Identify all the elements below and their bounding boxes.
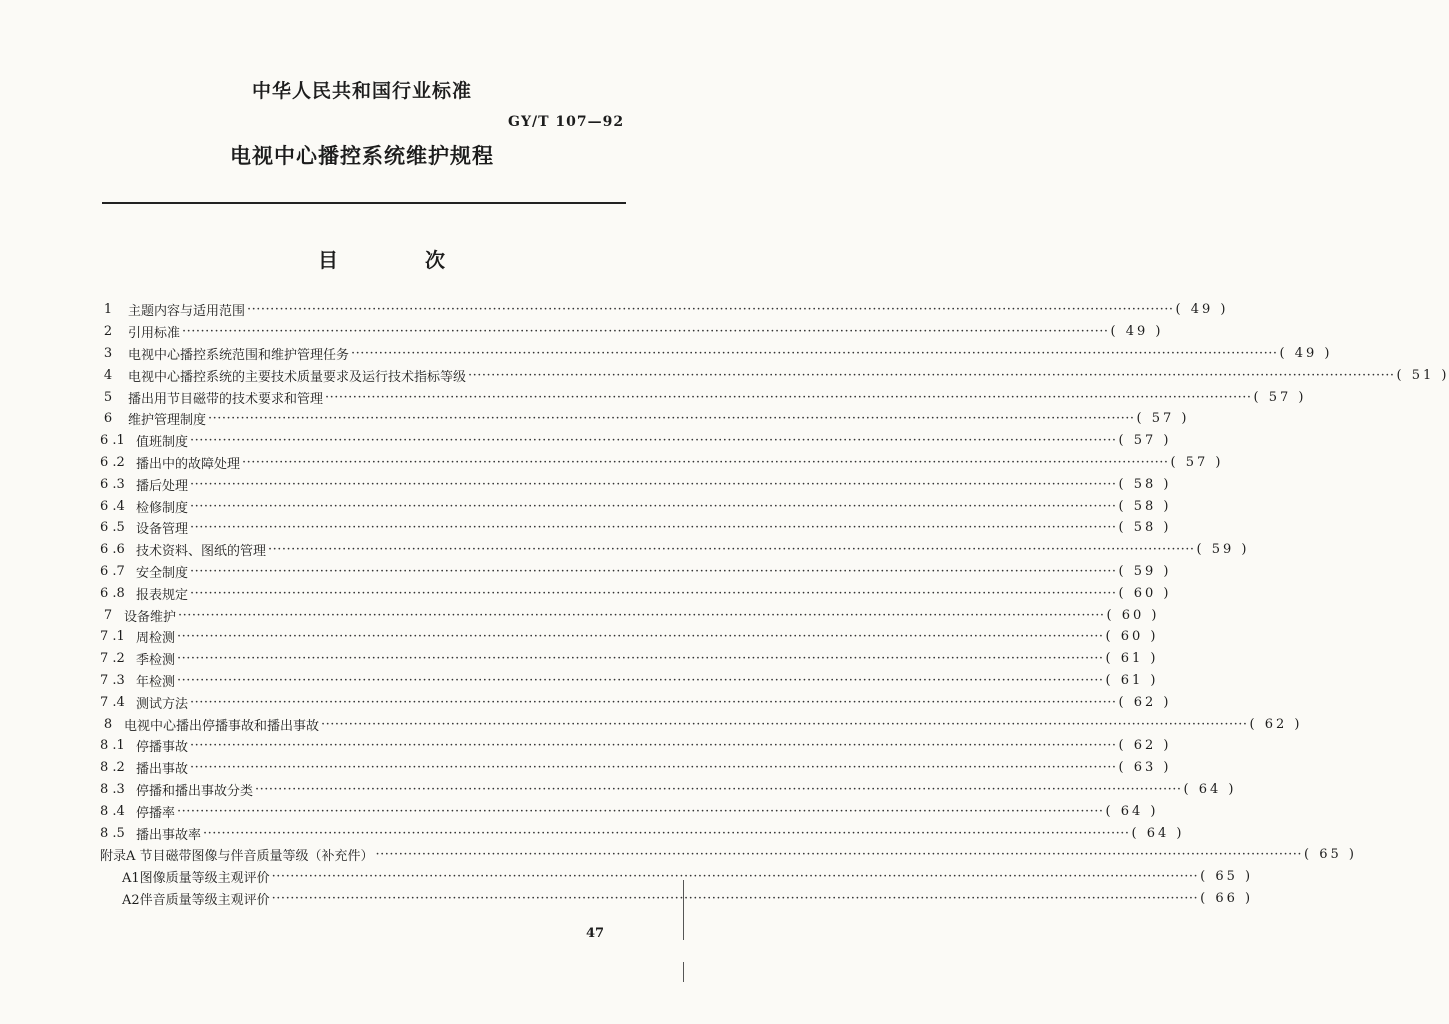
toc-entry-title: 报表规定 [136,587,189,603]
toc-entry [100,822,1185,844]
toc-entry [100,452,1224,474]
toc-entry-title: 电视中心播控系统范围和维护管理任务 [128,347,350,363]
toc-entry-page: ( 60 ) [1106,607,1160,623]
toc-leader-dots: ········································································································································································································ [190,476,1117,492]
toc-leader-dots: ········································································································································································································ [182,324,1109,340]
toc-leader-dots: ········································································································································································································ [190,585,1117,601]
toc-leader-dots: ········································································································································································································ [177,803,1104,819]
toc-entry-title: 值班制度 [136,435,189,451]
toc-entry-page: ( 59 ) [1196,542,1250,558]
toc-entry [100,844,1357,866]
toc-entry-number: 8 .4 [100,803,125,819]
toc-entry-page: ( 64 ) [1183,781,1237,797]
standard-code: GY/T 107—92 [508,114,625,130]
toc-entry-page: ( 51 ) [1396,367,1449,383]
toc-entry-number: 6 .2 [100,454,125,470]
toc-leader-dots: ········································································································································································································ [247,302,1174,318]
toc-entry-page: ( 62 ) [1118,738,1172,754]
toc-entry [100,539,1250,561]
toc-entry-number: 6 .6 [100,542,125,558]
toc-entry-number: 6 [103,411,113,427]
toc-entry [100,517,1172,539]
toc-leader-dots: ········································································································································································································ [177,651,1104,667]
scan-edge-mark [683,962,684,982]
toc-entry-title: 季检测 [136,653,176,669]
toc-entry-number: 2 [103,324,113,340]
toc-entry-page: ( 58 ) [1118,520,1172,536]
toc-entry-title: 安全制度 [136,565,189,581]
toc-entry-page: ( 64 ) [1105,803,1159,819]
toc-entry-page: ( 59 ) [1118,563,1172,579]
toc-entry-title: 引用标准 [128,326,181,342]
toc-heading: 目 次 [318,248,485,272]
toc-leader-dots: ········································································································································································································ [177,672,1104,688]
toc-entry [100,866,1254,888]
toc-leader-dots: ········································································································································································································ [468,367,1395,383]
toc-entry [100,626,1159,648]
toc-entry-title: 主题内容与适用范围 [128,304,246,320]
toc-entry-page: ( 61 ) [1105,651,1159,667]
toc-entry-title: 检修制度 [136,500,189,516]
toc-entry-title: A1图像质量等级主观评价 [122,871,270,887]
toc-entry-title: 年检测 [136,674,176,690]
scan-edge-mark [683,880,684,940]
toc-leader-dots: ········································································································································································································ [190,433,1117,449]
toc-entry-title: 维护管理制度 [128,413,207,429]
toc-entry [100,299,1229,321]
toc-leader-dots: ········································································································································································································ [375,847,1302,863]
table-of-contents [100,299,1449,909]
toc-entry-number: 7 .1 [100,629,125,645]
toc-entry-page: ( 57 ) [1118,433,1172,449]
toc-entry [100,582,1172,604]
toc-entry-page: ( 64 ) [1131,825,1185,841]
toc-entry [100,430,1172,452]
toc-entry-title: 设备维护 [124,609,177,625]
toc-leader-dots: ········································································································································································································ [178,607,1105,623]
toc-entry [100,779,1237,801]
issuing-organization: 中华人民共和国行业标准 [251,80,472,102]
toc-leader-dots: ········································································································································································································ [271,890,1199,906]
toc-leader-dots: ········································································································································································································ [190,563,1117,579]
toc-entry-number: 6 .3 [100,476,125,492]
toc-leader-dots: ········································································································································································································ [325,389,1252,405]
toc-entry-number: 6 .8 [100,585,125,601]
toc-entry-title: 测试方法 [136,696,189,712]
toc-entry-number: 7 .2 [100,651,125,667]
toc-entry-page: ( 63 ) [1118,760,1172,776]
toc-entry-page: ( 65 ) [1200,869,1254,885]
toc-entry-title: 播出事故率 [136,827,202,843]
toc-leader-dots: ········································································································································································································ [190,760,1117,776]
toc-entry-page: ( 57 ) [1170,454,1224,470]
toc-entry [100,321,1164,343]
toc-entry-number: 8 .2 [100,760,125,776]
toc-entry [100,343,1333,365]
toc-entry-title: 播出中的故障处理 [136,456,241,472]
toc-entry [100,561,1172,583]
toc-entry [100,888,1254,910]
toc-entry-page: ( 49 ) [1110,324,1164,340]
toc-entry [100,604,1160,626]
toc-entry [100,364,1449,386]
toc-entry-number: 8 .3 [100,781,125,797]
toc-entry-number: 6 .5 [100,520,125,536]
toc-entry-number: 8 [103,716,113,732]
toc-leader-dots: ········································································································································································································ [203,825,1130,841]
toc-entry-page: ( 49 ) [1279,345,1333,361]
toc-entry [100,408,1190,430]
toc-entry-title: 播出用节目磁带的技术要求和管理 [128,391,324,407]
toc-leader-dots: ········································································································································································································ [208,411,1135,427]
toc-entry-title: 设备管理 [136,522,189,538]
toc-entry-number: 6 .7 [100,563,125,579]
toc-leader-dots: ········································································································································································································ [321,716,1248,732]
toc-entry [100,691,1172,713]
toc-leader-dots: ········································································································································································································ [268,542,1195,558]
toc-entry [100,495,1172,517]
toc-entry-number: 7 .4 [100,694,125,710]
toc-entry-title: 周检测 [136,631,176,647]
toc-entry-title: 停播事故 [136,740,189,756]
toc-entry-number: 8 .1 [100,738,125,754]
toc-entry [100,735,1172,757]
toc-entry-number: 6 .4 [100,498,125,514]
toc-entry-title: 停播和播出事故分类 [136,783,254,799]
toc-entry [100,670,1159,692]
toc-entry-number: 7 .3 [100,672,125,688]
toc-entry-number: 3 [103,345,113,361]
toc-leader-dots: ········································································································································································································ [255,781,1182,797]
toc-entry-page: ( 49 ) [1175,302,1229,318]
toc-leader-dots: ········································································································································································································ [190,694,1117,710]
toc-entry-page: ( 58 ) [1118,498,1172,514]
toc-entry [100,757,1172,779]
toc-entry-number: 6 .1 [100,433,125,449]
toc-leader-dots: ········································································································································································································ [190,498,1117,514]
toc-entry-page: ( 60 ) [1118,585,1172,601]
toc-entry-page: ( 58 ) [1118,476,1172,492]
toc-entry [100,648,1159,670]
toc-entry-page: ( 60 ) [1105,629,1159,645]
toc-entry-page: ( 61 ) [1105,672,1159,688]
toc-entry-title: 电视中心播控系统的主要技术质量要求及运行技术指标等级 [128,369,467,385]
toc-entry [100,800,1159,822]
toc-entry-page: ( 65 ) [1304,847,1357,863]
document-title: 电视中心播控系统维护规程 [230,143,494,168]
toc-entry-title: 电视中心播出停播事故和播出事故 [124,718,320,734]
toc-entry-title: 播出事故 [136,762,189,778]
toc-entry-number: 8 .5 [100,825,125,841]
toc-entry-title: A2伴音质量等级主观评价 [122,892,270,908]
toc-entry-number: 5 [103,389,113,405]
page-number: 47 [586,926,605,941]
toc-entry-page: ( 57 ) [1136,411,1190,427]
toc-entry-number: 1 [103,302,113,318]
toc-entry-title: 播后处理 [136,478,189,494]
toc-entry-title: 停播率 [136,805,176,821]
toc-leader-dots: ········································································································································································································ [271,869,1199,885]
toc-leader-dots: ········································································································································································································ [177,629,1104,645]
toc-leader-dots: ········································································································································································································ [242,454,1169,470]
toc-entry [100,713,1303,735]
toc-entry-number: 7 [103,607,113,623]
toc-entry-title: 技术资料、图纸的管理 [136,544,267,560]
header-divider [102,202,626,204]
toc-entry-page: ( 57 ) [1253,389,1307,405]
toc-entry-title: 附录A 节目磁带图像与伴音质量等级（补充件） [100,849,374,865]
toc-entry-page: ( 62 ) [1118,694,1172,710]
toc-leader-dots: ········································································································································································································ [190,520,1117,536]
toc-entry-page: ( 62 ) [1249,716,1303,732]
toc-entry-number: 4 [103,367,113,383]
toc-leader-dots: ········································································································································································································ [190,738,1117,754]
toc-entry [100,473,1172,495]
toc-entry [100,386,1307,408]
toc-leader-dots: ········································································································································································································ [351,345,1278,361]
toc-entry-page: ( 66 ) [1200,890,1254,906]
